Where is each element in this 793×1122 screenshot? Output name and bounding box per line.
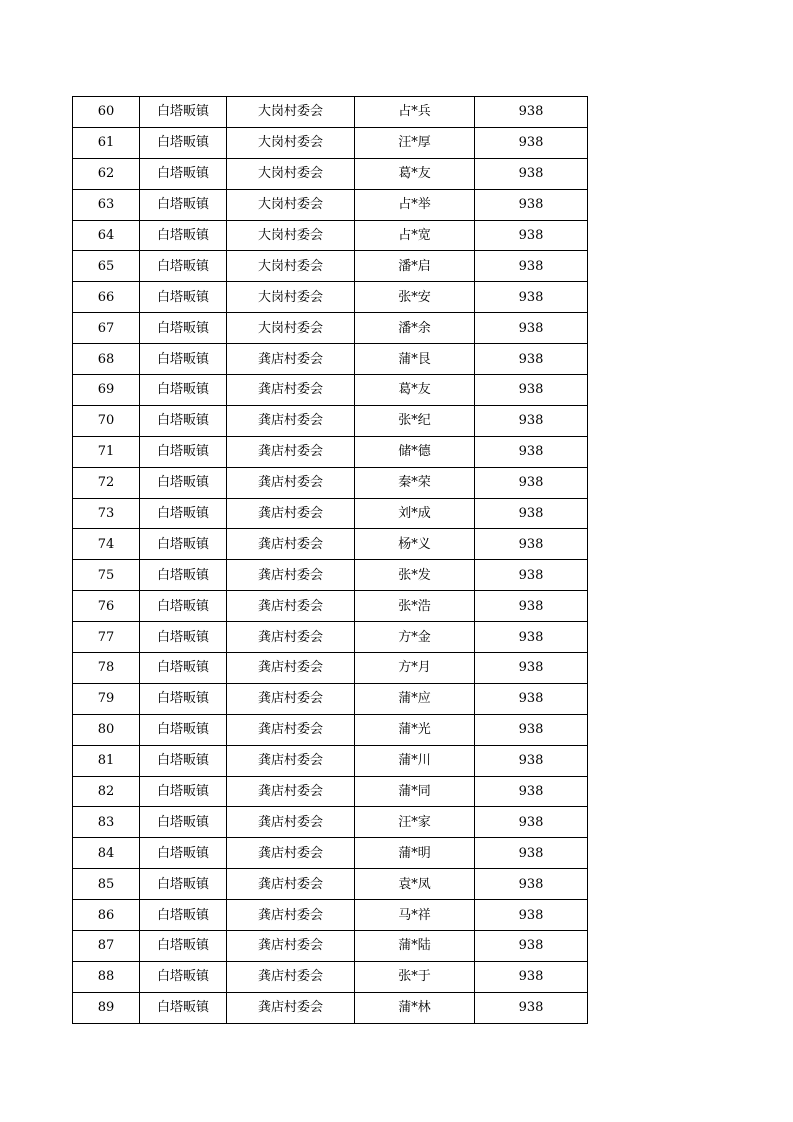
town-cell: 白塔畈镇 — [140, 683, 227, 714]
table-row — [73, 560, 588, 591]
table-row — [73, 745, 588, 776]
village-committee-cell: 大岗村委会 — [227, 282, 355, 313]
town-cell: 白塔畈镇 — [140, 282, 227, 313]
amount-cell: 938 — [475, 931, 588, 962]
amount-cell: 938 — [475, 97, 588, 128]
town-cell: 白塔畈镇 — [140, 807, 227, 838]
person-name-cell: 袁*凤 — [355, 869, 475, 900]
person-name-cell: 蒲*光 — [355, 714, 475, 745]
amount-cell: 938 — [475, 745, 588, 776]
town-cell: 白塔畈镇 — [140, 158, 227, 189]
amount-cell: 938 — [475, 591, 588, 622]
amount-cell: 938 — [475, 189, 588, 220]
person-name-cell: 秦*荣 — [355, 467, 475, 498]
town-cell: 白塔畈镇 — [140, 220, 227, 251]
town-cell: 白塔畈镇 — [140, 375, 227, 406]
town-cell: 白塔畈镇 — [140, 869, 227, 900]
person-name-cell: 张*发 — [355, 560, 475, 591]
person-name-cell: 方*月 — [355, 653, 475, 684]
table-row — [73, 869, 588, 900]
row-number-cell: 79 — [73, 683, 140, 714]
amount-cell: 938 — [475, 251, 588, 282]
row-number-cell: 63 — [73, 189, 140, 220]
table-row — [73, 529, 588, 560]
row-number-cell: 80 — [73, 714, 140, 745]
town-cell: 白塔畈镇 — [140, 653, 227, 684]
person-name-cell: 葛*友 — [355, 375, 475, 406]
person-name-cell: 方*金 — [355, 622, 475, 653]
village-committee-cell: 龚店村委会 — [227, 529, 355, 560]
table-row — [73, 931, 588, 962]
village-committee-cell: 大岗村委会 — [227, 251, 355, 282]
table-row — [73, 653, 588, 684]
village-committee-cell: 龚店村委会 — [227, 992, 355, 1023]
amount-cell: 938 — [475, 127, 588, 158]
row-number-cell: 66 — [73, 282, 140, 313]
town-cell: 白塔畈镇 — [140, 931, 227, 962]
person-name-cell: 蒲*川 — [355, 745, 475, 776]
town-cell: 白塔畈镇 — [140, 189, 227, 220]
town-cell: 白塔畈镇 — [140, 745, 227, 776]
amount-cell: 938 — [475, 436, 588, 467]
town-cell: 白塔畈镇 — [140, 97, 227, 128]
town-cell: 白塔畈镇 — [140, 776, 227, 807]
town-cell: 白塔畈镇 — [140, 127, 227, 158]
village-committee-cell: 大岗村委会 — [227, 220, 355, 251]
row-number-cell: 60 — [73, 97, 140, 128]
person-name-cell: 杨*义 — [355, 529, 475, 560]
person-name-cell: 占*举 — [355, 189, 475, 220]
table-row — [73, 97, 588, 128]
village-committee-cell: 龚店村委会 — [227, 683, 355, 714]
table-row — [73, 220, 588, 251]
town-cell: 白塔畈镇 — [140, 961, 227, 992]
village-committee-cell: 龚店村委会 — [227, 405, 355, 436]
amount-cell: 938 — [475, 992, 588, 1023]
town-cell: 白塔畈镇 — [140, 498, 227, 529]
village-committee-cell: 龚店村委会 — [227, 436, 355, 467]
table-row — [73, 282, 588, 313]
table-row — [73, 405, 588, 436]
table-row — [73, 344, 588, 375]
village-committee-cell: 大岗村委会 — [227, 127, 355, 158]
amount-cell: 938 — [475, 375, 588, 406]
person-name-cell: 蒲*明 — [355, 838, 475, 869]
village-committee-cell: 大岗村委会 — [227, 158, 355, 189]
amount-cell: 938 — [475, 838, 588, 869]
row-number-cell: 71 — [73, 436, 140, 467]
row-number-cell: 82 — [73, 776, 140, 807]
town-cell: 白塔畈镇 — [140, 405, 227, 436]
person-name-cell: 蒲*应 — [355, 683, 475, 714]
amount-cell: 938 — [475, 344, 588, 375]
village-committee-cell: 龚店村委会 — [227, 869, 355, 900]
amount-cell: 938 — [475, 560, 588, 591]
amount-cell: 938 — [475, 282, 588, 313]
town-cell: 白塔畈镇 — [140, 622, 227, 653]
person-name-cell: 蒲*陆 — [355, 931, 475, 962]
row-number-cell: 76 — [73, 591, 140, 622]
table-row — [73, 776, 588, 807]
table-row — [73, 467, 588, 498]
village-committee-cell: 龚店村委会 — [227, 467, 355, 498]
table-row — [73, 683, 588, 714]
person-name-cell: 蒲*同 — [355, 776, 475, 807]
person-name-cell: 张*纪 — [355, 405, 475, 436]
row-number-cell: 64 — [73, 220, 140, 251]
table-row — [73, 591, 588, 622]
row-number-cell: 73 — [73, 498, 140, 529]
person-name-cell: 张*于 — [355, 961, 475, 992]
village-committee-cell: 龚店村委会 — [227, 714, 355, 745]
amount-cell: 938 — [475, 900, 588, 931]
row-number-cell: 78 — [73, 653, 140, 684]
table-body — [73, 97, 588, 1024]
village-committee-cell: 龚店村委会 — [227, 653, 355, 684]
person-name-cell: 储*德 — [355, 436, 475, 467]
amount-cell: 938 — [475, 405, 588, 436]
village-committee-cell: 大岗村委会 — [227, 313, 355, 344]
table-row — [73, 313, 588, 344]
person-name-cell: 张*浩 — [355, 591, 475, 622]
village-committee-cell: 大岗村委会 — [227, 189, 355, 220]
amount-cell: 938 — [475, 467, 588, 498]
table-row — [73, 838, 588, 869]
town-cell: 白塔畈镇 — [140, 436, 227, 467]
amount-cell: 938 — [475, 622, 588, 653]
row-number-cell: 69 — [73, 375, 140, 406]
table-row — [73, 158, 588, 189]
village-committee-cell: 龚店村委会 — [227, 591, 355, 622]
amount-cell: 938 — [475, 158, 588, 189]
row-number-cell: 77 — [73, 622, 140, 653]
person-name-cell: 蒲*艮 — [355, 344, 475, 375]
amount-cell: 938 — [475, 498, 588, 529]
row-number-cell: 87 — [73, 931, 140, 962]
town-cell: 白塔畈镇 — [140, 591, 227, 622]
person-name-cell: 潘*启 — [355, 251, 475, 282]
person-name-cell: 刘*成 — [355, 498, 475, 529]
town-cell: 白塔畈镇 — [140, 900, 227, 931]
row-number-cell: 68 — [73, 344, 140, 375]
row-number-cell: 88 — [73, 961, 140, 992]
table-row — [73, 622, 588, 653]
amount-cell: 938 — [475, 961, 588, 992]
person-name-cell: 潘*余 — [355, 313, 475, 344]
amount-cell: 938 — [475, 313, 588, 344]
person-name-cell: 蒲*林 — [355, 992, 475, 1023]
amount-cell: 938 — [475, 529, 588, 560]
table-row — [73, 714, 588, 745]
table-row — [73, 498, 588, 529]
town-cell: 白塔畈镇 — [140, 251, 227, 282]
village-committee-cell: 龚店村委会 — [227, 560, 355, 591]
town-cell: 白塔畈镇 — [140, 838, 227, 869]
village-committee-cell: 龚店村委会 — [227, 745, 355, 776]
row-number-cell: 84 — [73, 838, 140, 869]
village-committee-cell: 龚店村委会 — [227, 498, 355, 529]
row-number-cell: 70 — [73, 405, 140, 436]
table-row — [73, 436, 588, 467]
town-cell: 白塔畈镇 — [140, 313, 227, 344]
amount-cell: 938 — [475, 220, 588, 251]
amount-cell: 938 — [475, 776, 588, 807]
row-number-cell: 75 — [73, 560, 140, 591]
town-cell: 白塔畈镇 — [140, 344, 227, 375]
amount-cell: 938 — [475, 714, 588, 745]
table-row — [73, 900, 588, 931]
village-committee-cell: 龚店村委会 — [227, 622, 355, 653]
person-name-cell: 马*祥 — [355, 900, 475, 931]
row-number-cell: 81 — [73, 745, 140, 776]
amount-cell: 938 — [475, 653, 588, 684]
table-row — [73, 992, 588, 1023]
row-number-cell: 83 — [73, 807, 140, 838]
row-number-cell: 89 — [73, 992, 140, 1023]
row-number-cell: 62 — [73, 158, 140, 189]
table-row — [73, 189, 588, 220]
town-cell: 白塔畈镇 — [140, 529, 227, 560]
amount-cell: 938 — [475, 869, 588, 900]
row-number-cell: 72 — [73, 467, 140, 498]
row-number-cell: 65 — [73, 251, 140, 282]
town-cell: 白塔畈镇 — [140, 467, 227, 498]
row-number-cell: 61 — [73, 127, 140, 158]
village-committee-cell: 龚店村委会 — [227, 375, 355, 406]
town-cell: 白塔畈镇 — [140, 992, 227, 1023]
row-number-cell: 86 — [73, 900, 140, 931]
amount-cell: 938 — [475, 807, 588, 838]
person-name-cell: 葛*友 — [355, 158, 475, 189]
row-number-cell: 85 — [73, 869, 140, 900]
village-committee-cell: 大岗村委会 — [227, 97, 355, 128]
person-name-cell: 汪*厚 — [355, 127, 475, 158]
village-committee-cell: 龚店村委会 — [227, 900, 355, 931]
village-committee-cell: 龚店村委会 — [227, 838, 355, 869]
row-number-cell: 74 — [73, 529, 140, 560]
amount-cell: 938 — [475, 683, 588, 714]
village-committee-cell: 龚店村委会 — [227, 776, 355, 807]
village-committee-cell: 龚店村委会 — [227, 807, 355, 838]
village-committee-cell: 龚店村委会 — [227, 961, 355, 992]
person-name-cell: 张*安 — [355, 282, 475, 313]
table-row — [73, 127, 588, 158]
town-cell: 白塔畈镇 — [140, 714, 227, 745]
village-committee-cell: 龚店村委会 — [227, 931, 355, 962]
table-row — [73, 807, 588, 838]
record-table — [72, 96, 588, 1024]
person-name-cell: 汪*家 — [355, 807, 475, 838]
row-number-cell: 67 — [73, 313, 140, 344]
person-name-cell: 占*宽 — [355, 220, 475, 251]
table-row — [73, 961, 588, 992]
table-row — [73, 251, 588, 282]
village-committee-cell: 龚店村委会 — [227, 344, 355, 375]
table-row — [73, 375, 588, 406]
person-name-cell: 占*兵 — [355, 97, 475, 128]
town-cell: 白塔畈镇 — [140, 560, 227, 591]
